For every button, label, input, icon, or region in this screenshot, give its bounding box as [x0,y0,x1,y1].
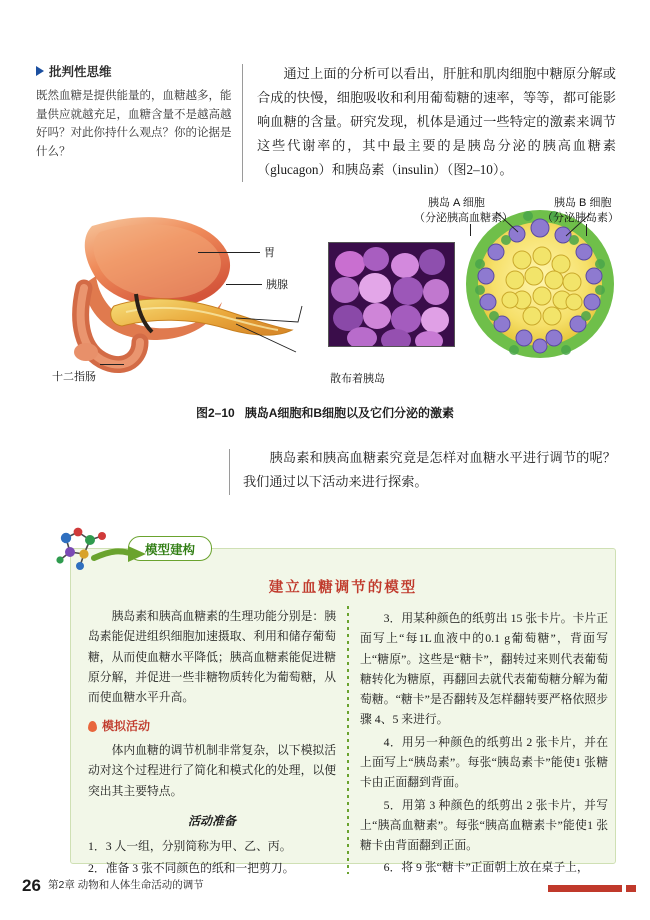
vertical-rule-2 [229,449,230,495]
preparation-heading: 活动准备 [187,813,236,828]
column-divider [336,606,360,878]
activity-column-left [88,606,336,878]
intro-text: 通过上面的分析可以看出，肝脏和肌肉细胞中糖原分解或合成的快慢，细胞吸收和利用葡萄糖的速率，等等，都可能影响血糖的含量。研究发现，机体是通过一些特定的激素来调节这些代谢率的，其中最主要的是胰岛分泌的胰高血糖素（glucagon）和胰岛素（insulin）（图2–10）。 [257,66,616,178]
transition-paragraph [243,446,616,494]
prep-item-2: 2．准备 3 张不同颜色的纸和一把剪刀。 [88,860,295,875]
prep-item-5 [360,795,608,856]
critical-thinking-heading [36,62,232,80]
label-cell-b-sub: （分泌胰岛素） [542,212,619,224]
leader-pancreas [226,284,262,285]
label-cell-a: 胰岛 A 细胞 [428,197,485,209]
label-stomach: 胃 [264,247,275,259]
prep-item-3 [360,608,608,730]
prep-item-6-text: 6．将 9 张“糖卡”正面朝上放在桌子上， [383,860,589,875]
simulation-subheading [88,716,336,737]
leader-stomach [198,252,260,253]
top-section [36,62,616,182]
dotted-rule [347,606,349,874]
activity-columns [88,606,608,878]
footer-accent-bar [548,885,622,892]
figure-caption [0,404,650,421]
critical-thinking-text: 既然血糖是提供能量的，血糖越多，能量供应就越充足，血糖含量不是越高越好吗？对此你持什么观点？你的论据是什么？ [36,90,232,158]
model-building-activity [48,524,616,875]
critical-thinking-title: 批判性思维 [49,65,112,79]
molecule-icon [54,524,150,576]
vertical-rule [242,64,243,182]
prep-item-5-text: 5．用第 3 种颜色的纸剪出 2 张卡片，并写上“胰高血糖素”。每张“胰高血糖素卡”能使1 张糖卡由背面翻到正面。 [360,797,608,853]
label-duodenum: 十二指肠 [52,371,96,383]
label-cell-b: 胰岛 B 细胞 [554,197,612,209]
activity-title: 建立血糖调节的模型 [268,580,418,596]
islet-diagram [462,206,618,362]
activity-tag-label: 模型建构 [145,542,196,557]
chapter-title: 第2章 动物和人体生命活动的调节 [48,879,204,891]
page-footer [0,868,650,898]
transition-text: 胰岛素和胰高血糖素究竟是怎样对血糖水平进行调节的呢？我们通过以下活动来进行探索。 [243,450,616,490]
left-paragraph-1 [88,606,336,707]
label-cell-a-sub: （分泌胰高血糖素） [414,212,513,224]
activity-column-right [360,606,608,878]
pancreas-anatomy-illustration [40,202,330,382]
intro-paragraph [257,62,616,182]
prep-item-1: 1．3 人一组，分别简称为甲、乙、丙。 [88,838,292,853]
critical-thinking-box [36,62,242,182]
label-micrograph: 散布着胰岛 [330,373,385,385]
figure-caption-text: 胰岛A细胞和B细胞以及它们分泌的激素 [244,406,455,420]
islet-micrograph [328,242,455,347]
prep-item-3-text: 3．用某种颜色的纸剪出 15 张卡片。卡片正面写上“每1L血液中的0.1 g葡萄糖”，背面写上“糖原”。这些是“糖卡”，翻转过来则代表葡萄糖转化为糖原，再翻回去就代表葡萄糖分解为葡萄糖。“糖卡”是否翻转及怎样翻转要严格依照步骤 4、5 来进行。 [360,611,608,727]
prep-item-4-text: 4．用另一种颜色的纸剪出 2 张卡片，并在上面写上“胰岛素”。每张“胰岛素卡”能使1 张糖卡由正面翻到背面。 [360,734,608,790]
left-p1-text: 胰岛素和胰高血糖素的生理功能分别是：胰岛素能促进组织细胞加速摄取、利用和储存葡萄糖，从而使血糖水平降低；胰高血糖素能促进糖原分解，并促进一些非糖物质转化为葡萄糖，从而使血糖水平升高。 [88,609,336,705]
left-p2-text: 体内血糖的调节机制非常复杂，以下模拟活动对这个过程进行了简化和模式化的处理，以便突出其主要特点。 [88,743,336,798]
triangle-bullet-icon [36,66,44,76]
leader-duodenum [100,364,124,365]
droplet-icon [88,721,97,732]
simulation-subheading-label: 模拟活动 [102,719,151,734]
left-paragraph-2 [88,740,336,801]
page-number: 26 [22,876,41,895]
figure-caption-number: 图2–10 [195,406,235,420]
label-pancreas: 胰腺 [266,279,288,291]
prep-item-4 [360,732,608,793]
figure-2-10 [30,196,624,396]
